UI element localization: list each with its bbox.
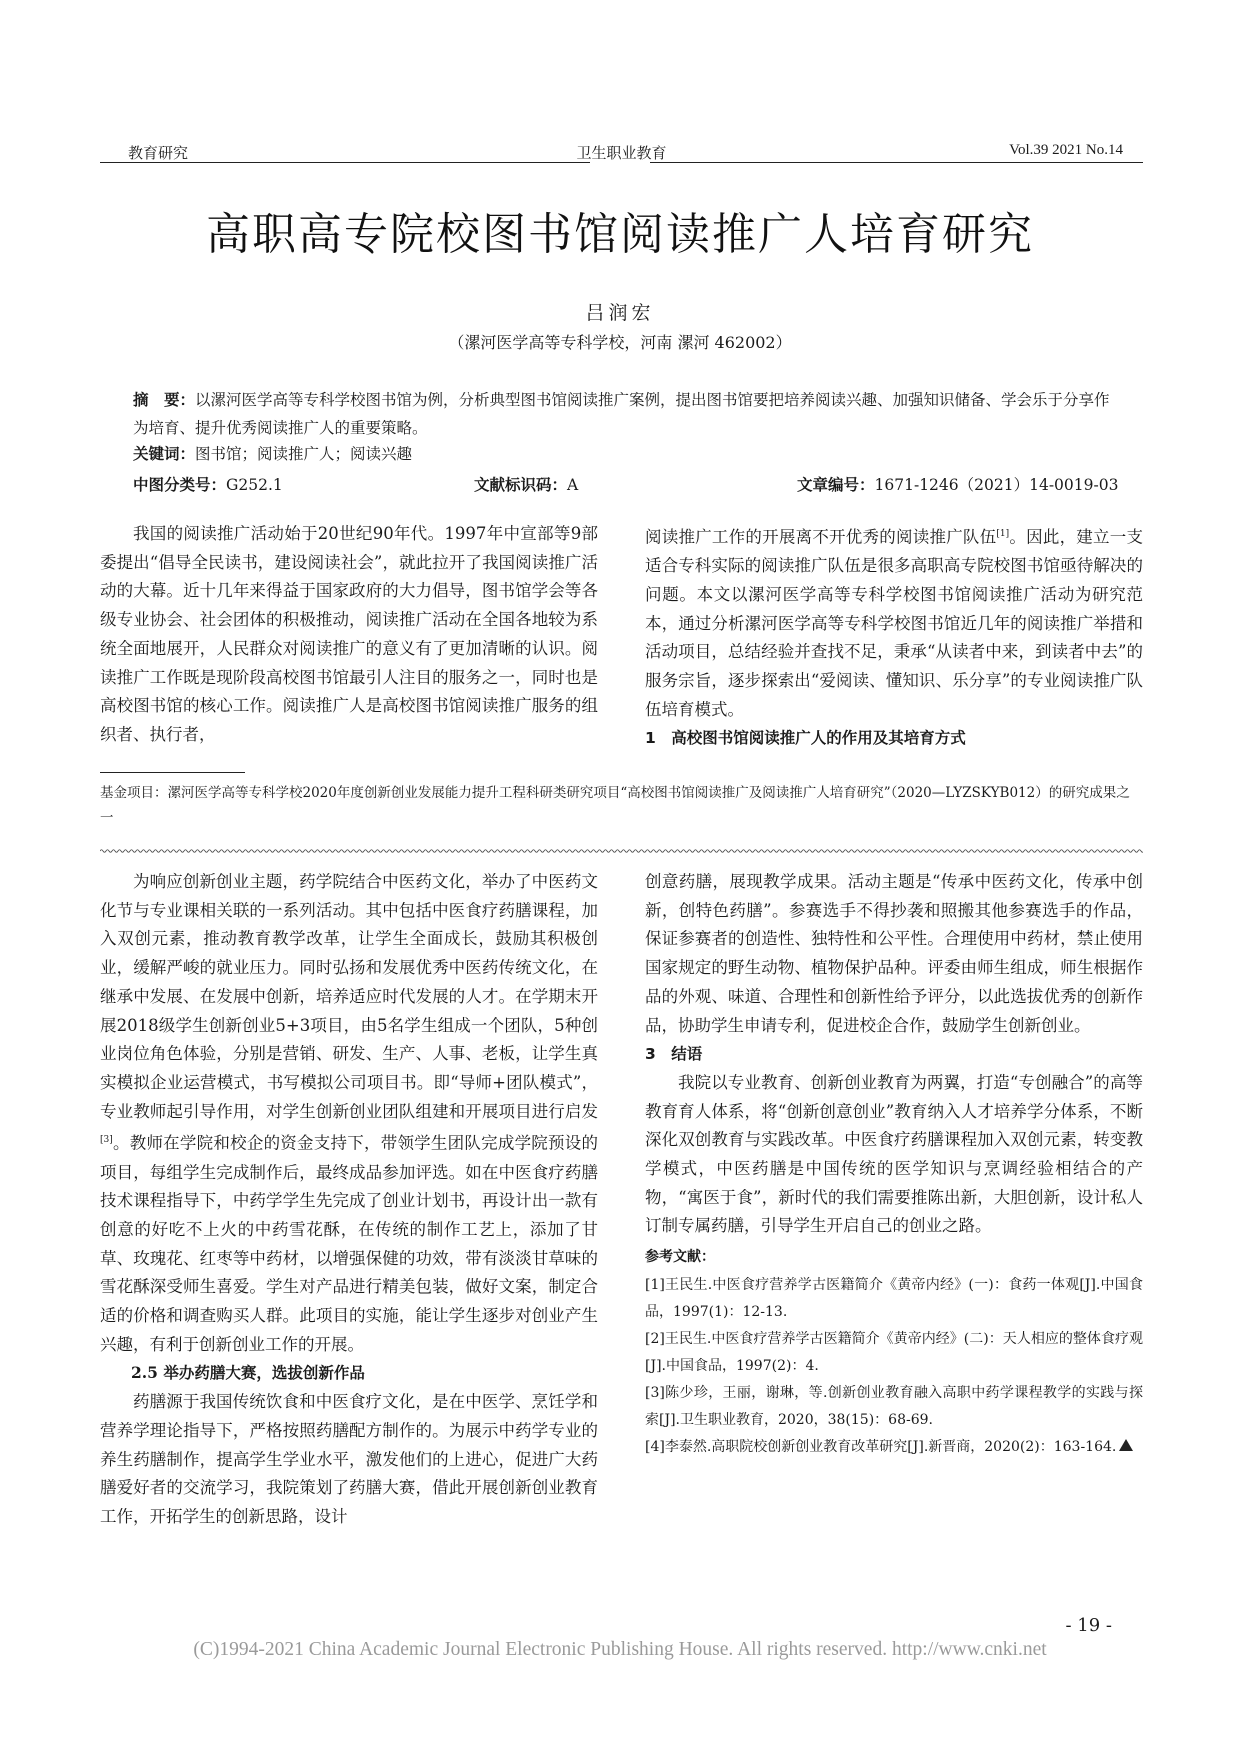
- abstract-label: 摘 要：: [133, 391, 196, 409]
- journal-name: 卫生职业教育: [576, 144, 667, 162]
- end-mark-icon: [1119, 1439, 1133, 1451]
- funding-footnote: 基金项目：漯河医学高等专科学校2020年度创新创业发展能力提升工程科研类研究项目“高校图书馆阅读推广及阅读推广人培育研究”（2020—LYZSKYB012）的研究成果之一: [100, 785, 1130, 826]
- abstract-text: 以漯河医学高等专科学校图书馆为例，分析典型图书馆阅读推广案例，提出图书馆要把培养阅读兴趣、加强知识储备、学会乐于分享作为培育、提升优秀阅读推广人的重要策略。: [133, 391, 1110, 437]
- para-text: 。因此，建立一支适合专科实际的阅读推广队伍是很多高职高专院校图书馆亟待解决的问题。本文以漯河医学高等专科学校图书馆阅读推广活动为研究范本，通过分析漯河医学高等专科学校图书馆近几年的阅读推广举措和活动项目，总结经验并查找不足，秉承“从读者中来，到读者中去”的服务宗旨，逐步探索出“爱阅读、懂知识、乐分享”的专业阅读推广队伍培育模式。: [645, 527, 1144, 719]
- citation-mark: [1]: [996, 529, 1010, 539]
- header-rule-left: [100, 162, 590, 163]
- reference-item: [1]王民生.中医食疗营养学古医籍简介《黄帝内经》(一)：食药一体观[J].中国食品，1997(1)：12-13.: [645, 1276, 1143, 1320]
- article-id-value: 1671-1246（2021）14-0019-03: [874, 476, 1119, 494]
- intro-paragraph: 我国的阅读推广活动始于20世纪90年代。1997年中宣部等9部委提出“倡导全民读书，建设阅读社会”，就此拉开了我国阅读推广活动的大幕。近十几年来得益于国家政府的大力倡导，图书馆学会等各级专业协会、社会团体的积极推动，阅读推广活动在全国各地较为系统全面地展开，人民群众对阅读推广的意义有了更加清晰的认识。阅读推广工作既是现阶段高校图书馆最引人注目的服务之一，同时也是高校图书馆的核心工作。阅读推广人是高校图书馆阅读推广服务的组织者、执行者，: [100, 524, 598, 744]
- keywords-label: 关键词：: [133, 445, 196, 463]
- section-heading-1: 1 高校图书馆阅读推广人的作用及其培育方式: [645, 729, 966, 748]
- intro-paragraph-continued: [645, 520, 1143, 724]
- conclusion-paragraph: 我院以专业教育、创新创业教育为两翼，打造“专创融合”的高等教育育人体系，将“创新创意创业”教育纳入人才培养学分体系，不断深化双创教育与实践改革。中医食疗药膳课程加入双创元素，转变教学模式，中医药膳是中国传统的医学知识与烹调经验相结合的产物，“寓医于食”，新时代的我们需要推陈出新，大胆创新，设计私人订制专属药膳，引导学生开启自己的创业之路。: [645, 1072, 1143, 1236]
- abstract: [133, 386, 1123, 442]
- body-paragraph: [100, 868, 598, 1359]
- doc-label: 文献标识码：: [474, 476, 568, 494]
- section-heading-2-5: 2.5 举办药膳大赛，选拔创新作品: [131, 1363, 365, 1383]
- article-id-label: 文章编号：: [797, 476, 875, 494]
- clc-code: [133, 473, 283, 495]
- keywords: [133, 442, 1123, 464]
- classification-row: [133, 473, 1123, 495]
- para-text: 。教师在学院和校企的资金支持下，带领学生团队完成学院预设的项目，每组学生完成制作后，最终成品参加评选。如在中医食疗药膳技术课程指导下，中药学学生先完成了创业计划书，再设计出一款有创意的好吃不上火的中药雪花酥，在传统的制作工艺上，添加了甘草、玫瑰花、红枣等中药材，以增强保健的功效，带有淡淡甘草味的雪花酥深受师生喜爱。学生对产品进行精美包装，做好文案，制定合适的价格和调查购买人群。此项目的实施，能让学生逐步对创业产生兴趣，有利于创新创业工作的开展。: [100, 1133, 598, 1354]
- body-paragraph: 创意药膳，展现教学成果。活动主题是“传承中医药文化，传承中创新，创特色药膳”。参赛选手不得抄袭和照搬其他参赛选手的作品，保证参赛者的创造性、独特性和公平性。合理使用中药材，禁止使用国家规定的野生动物、植物保护品种。评委由师生组成，师生根据作品的外观、味道、合理性和创新性给予评分，以此选拔优秀的创新作品，协助学生申请专利，促进校企合作，鼓励学生创新创业。: [645, 872, 1143, 1035]
- clc-label: 中图分类号：: [133, 476, 227, 494]
- header-rule-right: [650, 162, 1143, 163]
- article-id: [797, 473, 1118, 495]
- reference-item: [2]王民生.中医食疗营养学古医籍简介《黄帝内经》(二)：天人相应的整体食疗观[J].中国食品，1997(2)：4.: [645, 1330, 1143, 1374]
- citation-mark: [3]: [100, 1135, 113, 1146]
- reference-item: [645, 1434, 1143, 1461]
- reference-item: [3]陈少珍，王丽，谢琳，等.创新创业教育融入高职中药学课程教学的实践与探索[J].卫生职业教育，2020，38(15)：68-69.: [645, 1384, 1143, 1428]
- keywords-text: 图书馆；阅读推广人；阅读兴趣: [195, 445, 413, 463]
- references-label: 参考文献：: [645, 1249, 715, 1266]
- footnote-separator: [100, 772, 245, 773]
- para-text: 阅读推广工作的开展离不开优秀的阅读推广队伍: [645, 527, 997, 547]
- article-title: 高职高专院校图书馆阅读推广人培育研究: [206, 209, 1034, 260]
- page-number: - 19 -: [1065, 1615, 1112, 1636]
- section-heading-3: 3 结语: [645, 1045, 703, 1064]
- volume-issue: Vol.39 2021 No.14: [1009, 142, 1123, 158]
- top-left-column: [100, 520, 598, 750]
- clc-value: G252.1: [226, 476, 283, 494]
- reference-text: [4]李泰然.高职院校创新创业教育改革研究[J].新晋商，2020(2)：163-164.: [645, 1438, 1117, 1455]
- para-text: 为响应创新创业主题，药学院结合中医药文化，举办了中医药文化节与专业课相关联的一系列活动。其中包括中医食疗药膳课程，加入双创元素，推动教育教学改革，让学生全面成长，鼓励其积极创业，缓解严峻的就业压力。同时弘扬和发展优秀中医药传统文化，在继承中发展、在发展中创新，培养适应时代发展的人才。在学期末开展2018级学生创新创业5+3项目，由5名学生组成一个团队，5种创业岗位角色体验，分别是营销、研发、生产、人事、老板，让学生真实模拟企业运营模式，书写模拟公司项目书。即“导师+团队模式”，专业教师起引导作用，对学生创新创业团队组建和开展项目进行启发: [100, 872, 598, 1121]
- section-label: 教育研究: [128, 144, 189, 162]
- top-right-column: [645, 520, 1143, 753]
- wavy-divider: [100, 848, 1143, 854]
- copyright-watermark: (C)1994-2021 China Academic Journal Electronic Publishing House. All rights reserved. http://www.cnki.net: [193, 1639, 1047, 1660]
- doc-value: A: [567, 476, 579, 494]
- bottom-right-column: [645, 868, 1143, 1461]
- author-name: 吕润宏: [585, 302, 655, 324]
- bottom-left-column: [100, 868, 598, 1532]
- body-paragraph: 药膳源于我国传统饮食和中医食疗文化，是在中医学、烹饪学和营养学理论指导下，严格按照药膳配方制作的。为展示中药学专业的养生药膳制作，提高学生学业水平，激发他们的上进心，促进广大药膳爱好者的交流学习，我院策划了药膳大赛，借此开展创新创业教育工作，开拓学生的创新思路，设计: [100, 1392, 598, 1526]
- author-affiliation: （漯河医学高等专科学校，河南 漯河 462002）: [448, 333, 792, 352]
- doc-code: [474, 473, 578, 495]
